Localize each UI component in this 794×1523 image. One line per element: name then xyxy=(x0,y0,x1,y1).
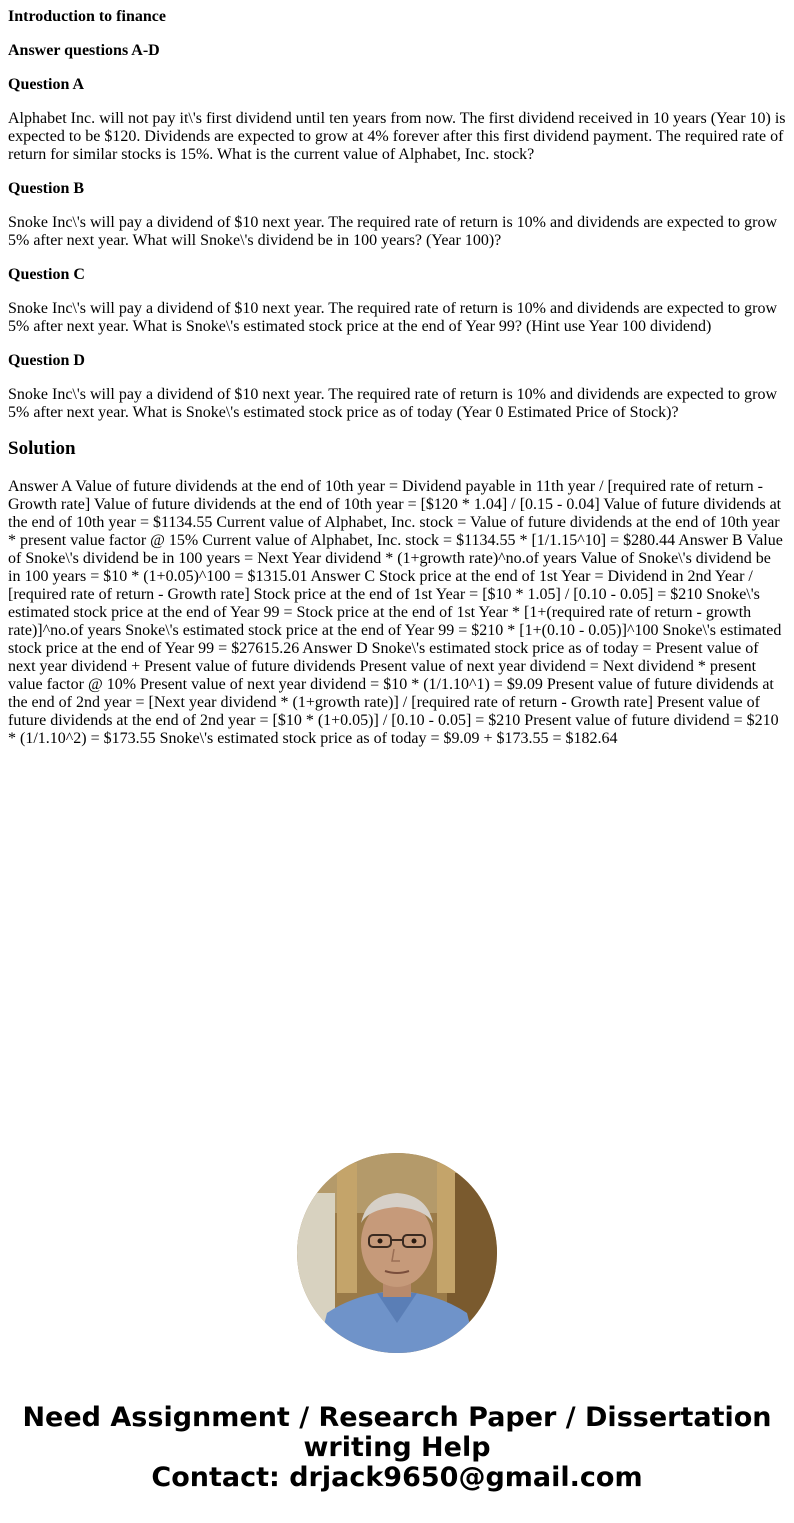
question-a-text: Alphabet Inc. will not pay it\'s first dividend until ten years from now. The first dividend received in 10 years (Year 10) is expected to be $120. Dividends are expected to grow at 4% forever after this first dividend payment. The required rate of return for similar stocks is 15%. What is the current value of Alphabet, Inc. stock? xyxy=(8,110,786,163)
promo-footer xyxy=(0,1403,794,1493)
question-d-text: Snoke Inc\'s will pay a dividend of $10 next year. The required rate of return is 10% and dividends are expected to grow 5% after next year. What is Snoke\'s estimated stock price as of today (Year 0 Estimated Price of Stock)? xyxy=(8,386,778,421)
footer-line-2: writing Help xyxy=(303,1432,491,1463)
author-avatar xyxy=(297,1153,497,1353)
footer-line-1: Need Assignment / Research Paper / Dissertation xyxy=(22,1402,772,1433)
document-title: Introduction to finance xyxy=(8,8,166,25)
question-b-heading: Question B xyxy=(8,180,85,197)
question-c-text: Snoke Inc\'s will pay a dividend of $10 next year. The required rate of return is 10% and dividends are expected to grow 5% after next year. What is Snoke\'s estimated stock price at the end of Year 99? (Hint use Year 100 dividend) xyxy=(8,300,778,335)
footer-contact: Contact: drjack9650@gmail.com xyxy=(151,1462,643,1493)
question-d-heading: Question D xyxy=(8,352,85,369)
document-body xyxy=(8,0,786,764)
author-portrait-image xyxy=(297,1153,497,1353)
question-c-heading: Question C xyxy=(8,266,85,283)
instructions: Answer questions A-D xyxy=(8,42,160,59)
solution-text: Answer A Value of future dividends at the end of 10th year = Dividend payable in 11th year / [required rate of return - Growth rate] Value of future dividends at the end of 10th year = [$120 * 1.04] / [0.15 - 0.04] Value of future dividends at the end of 10th year = $1134.55 Current value of Alphabet, Inc. stock = Value of future dividends at the end of 10th year * present value factor @ 15% Current value of Alphabet, Inc. stock = $1134.55 * [1/1.15^10] = $280.44 Answer B Value of Snoke\'s dividend be in 100 years = Next Year dividend * (1+growth rate)^no.of years Value of Snoke\'s dividend be in 100 years = $10 * (1+0.05)^100 = $1315.01 Answer C Stock price at the end of 1st Year = Dividend in 2nd Year / [required rate of return - Growth rate] Stock price at the end of 1st Year = [$10 * 1.05] / [0.10 - 0.05] = $210 Snoke\'s estimated stock price at the end of Year 99 = Stock price at the end of 1st Year * [1+(required rate of return - growth rate)]^no.of years Snoke\'s estimated stock price at the end of Year 99 = $210 * [1+(0.10 - 0.05)]^100 Snoke\'s estimated stock price at the end of Year 99 = $27615.26 Answer D Snoke\'s estimated stock price as of today = Present value of next year dividend + Present value of future dividends Present value of next year dividend = Next dividend * present value factor @ 10% Present value of next year dividend = $10 * (1/1.10^1) = $9.09 Present value of future dividends at the end of 2nd year = [Next year dividend * (1+growth rate)] / [required rate of return - Growth rate] Present value of future dividends at the end of 2nd year = [$10 * (1+0.05)] / [0.10 - 0.05] = $210 Present value of future dividend = $210 * (1/1.10^2) = $173.55 Snoke\'s estimated stock price as of today = $9.09 + $173.55 = $182.64 xyxy=(8,478,783,747)
question-b-text: Snoke Inc\'s will pay a dividend of $10 next year. The required rate of return is 10% and dividends are expected to grow 5% after next year. What will Snoke\'s dividend be in 100 years? (Year 100)? xyxy=(8,214,778,249)
solution-heading: Solution xyxy=(8,438,76,459)
question-a-heading: Question A xyxy=(8,76,85,93)
